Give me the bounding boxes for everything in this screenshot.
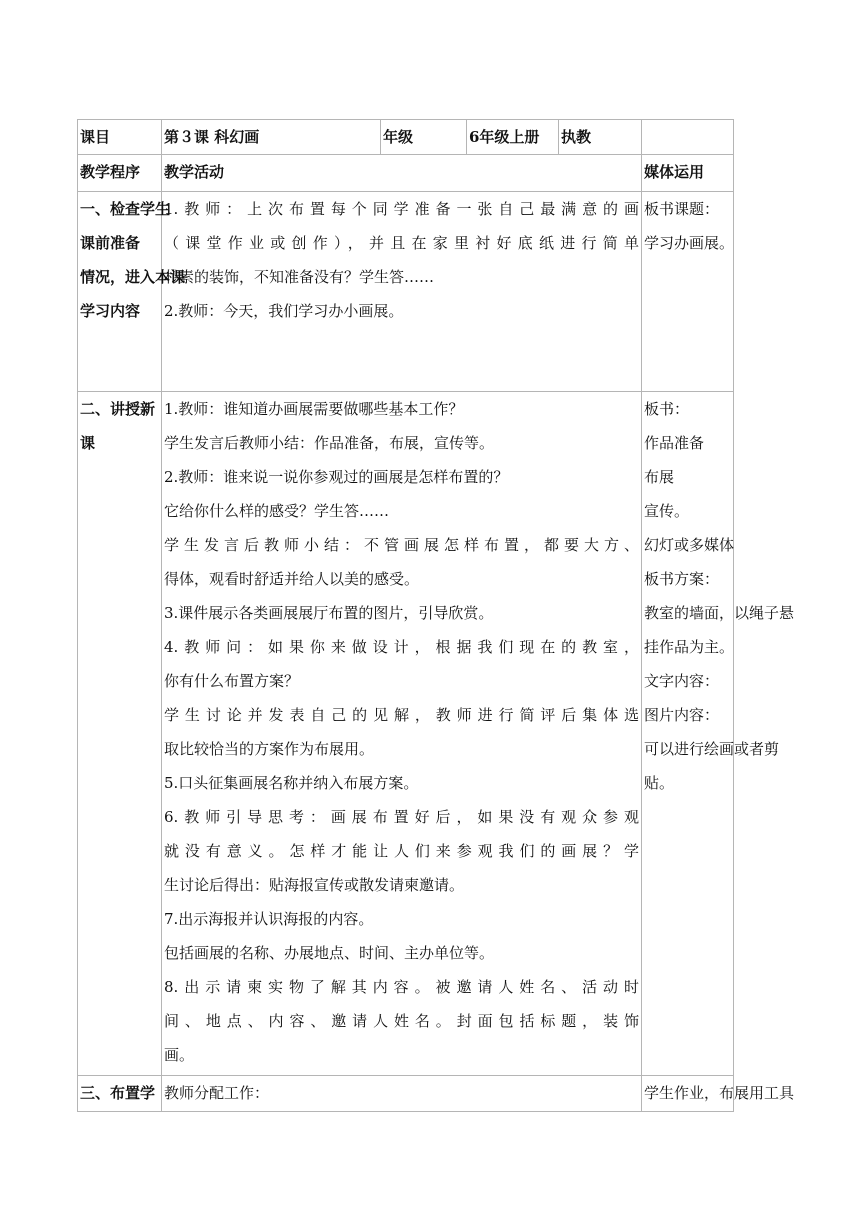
media-line: 教室的墙面，以绳子悬 [644,604,795,622]
media-line: 贴。 [644,774,675,792]
media-line: 图片内容： [644,706,720,724]
activity-line: 5.口头征集画展名称并纳入布展方案。 [164,774,419,792]
media-line: 学习办画展。 [644,234,735,252]
activity-line: 你有什么布置方案？ [164,672,300,690]
media-line: 板书方案： [644,570,720,588]
activity-line: 2.教师：今天，我们学习办小画展。 [164,302,404,320]
media-line: 宣传。 [644,502,690,520]
lesson-plan-table [77,119,795,1112]
activity-line: （课堂作业或创作），并且在家里衬好底纸进行简单 [164,234,639,252]
activity-line: 得体，观看时舒适并给人以美的感受。 [164,570,420,588]
media-line: 学生作业，布展用工具 [644,1084,795,1102]
media-line: 板书课题： [644,200,720,218]
activity-column-header: 教学活动 [162,155,642,192]
header-row [78,120,734,155]
section-row-assign [78,1076,734,1112]
procedure-line: 课 [80,434,96,452]
grade-label: 年级 [381,120,467,155]
subject-value: 第３课 科幻画 [162,120,381,155]
activity-line: 学生发言后教师小结：作品准备，布展，宣传等。 [164,434,495,452]
activity-line: 教师分配工作： [164,1084,270,1102]
media-column-header: 媒体运用 [642,155,734,192]
media-cell [642,392,795,1076]
media-line: 幻灯或多媒体 [644,536,735,554]
activity-cell [162,1076,642,1112]
column-header-row [78,155,734,192]
procedure-line: 学习内容 [80,302,141,320]
procedure-cell [78,392,162,1076]
procedure-line: 三、布置学 [80,1084,156,1102]
teacher-value [642,120,734,155]
subject-label: 课目 [78,120,162,155]
activity-line: 3.课件展示各类画展展厅布置的图片，引导欣赏。 [164,604,494,622]
activity-line: 1.教师：上次布置每个同学准备一张自己最满意的画 [164,200,639,218]
activity-line: 朴素的装饰，不知准备没有？学生答…… [164,268,435,286]
procedure-cell [78,1076,162,1112]
activity-line: 学生发言后教师小结：不管画展怎样布置，都要大方、 [164,536,639,554]
activity-line: 就没有意义。怎样才能让人们来参观我们的画展？学 [164,842,639,860]
activity-line: 取比较恰当的方案作为布展用。 [164,740,375,758]
procedure-line: 二、讲授新 [80,400,156,418]
media-line: 作品准备 [644,434,705,452]
activity-line: 间、地点、内容、邀请人姓名。封面包括标题，装饰 [164,1012,639,1030]
procedure-cell [78,192,186,392]
activity-cell [162,392,642,1076]
procedure-column-header: 教学程序 [78,155,162,192]
procedure-line: 一、检查学生 [80,200,171,218]
activity-line: 7.出示海报并认识海报的内容。 [164,910,374,928]
activity-line: 画。 [164,1046,195,1064]
media-line: 布展 [644,468,675,486]
media-line: 挂作品为主。 [644,638,735,656]
activity-line: 1.教师：谁知道办画展需要做哪些基本工作？ [164,400,464,418]
procedure-line: 情况，进入本课 [80,268,186,286]
media-line: 可以进行绘画或者剪 [644,740,780,758]
activity-cell [162,192,642,392]
media-line: 板书： [644,400,690,418]
activity-line: 学生讨论并发表自己的见解，教师进行简评后集体选 [164,706,639,724]
activity-line: 4.教师问：如果你来做设计，根据我们现在的教室， [164,638,639,656]
media-line: 文字内容： [644,672,720,690]
section-row-check [78,192,734,392]
activity-line: 6.教师引导思考：画展布置好后，如果没有观众参观 [164,808,639,826]
activity-line: 2.教师：谁来说一说你参观过的画展是怎样布置的？ [164,468,509,486]
activity-line: 包括画展的名称、办展地点、时间、主办单位等。 [164,944,495,962]
activity-line: 生讨论后得出：贴海报宣传或散发请柬邀请。 [164,876,465,894]
procedure-line: 课前准备 [80,234,141,252]
media-cell [642,192,734,392]
section-row-teach [78,392,734,1076]
activity-line: 它给你什么样的感受？学生答…… [164,502,390,520]
activity-line: 8.出示请柬实物了解其内容。被邀请人姓名、活动时 [164,978,639,996]
teacher-label: 执教 [559,120,642,155]
grade-value: 6年级上册 [467,120,559,155]
media-cell [642,1076,795,1112]
